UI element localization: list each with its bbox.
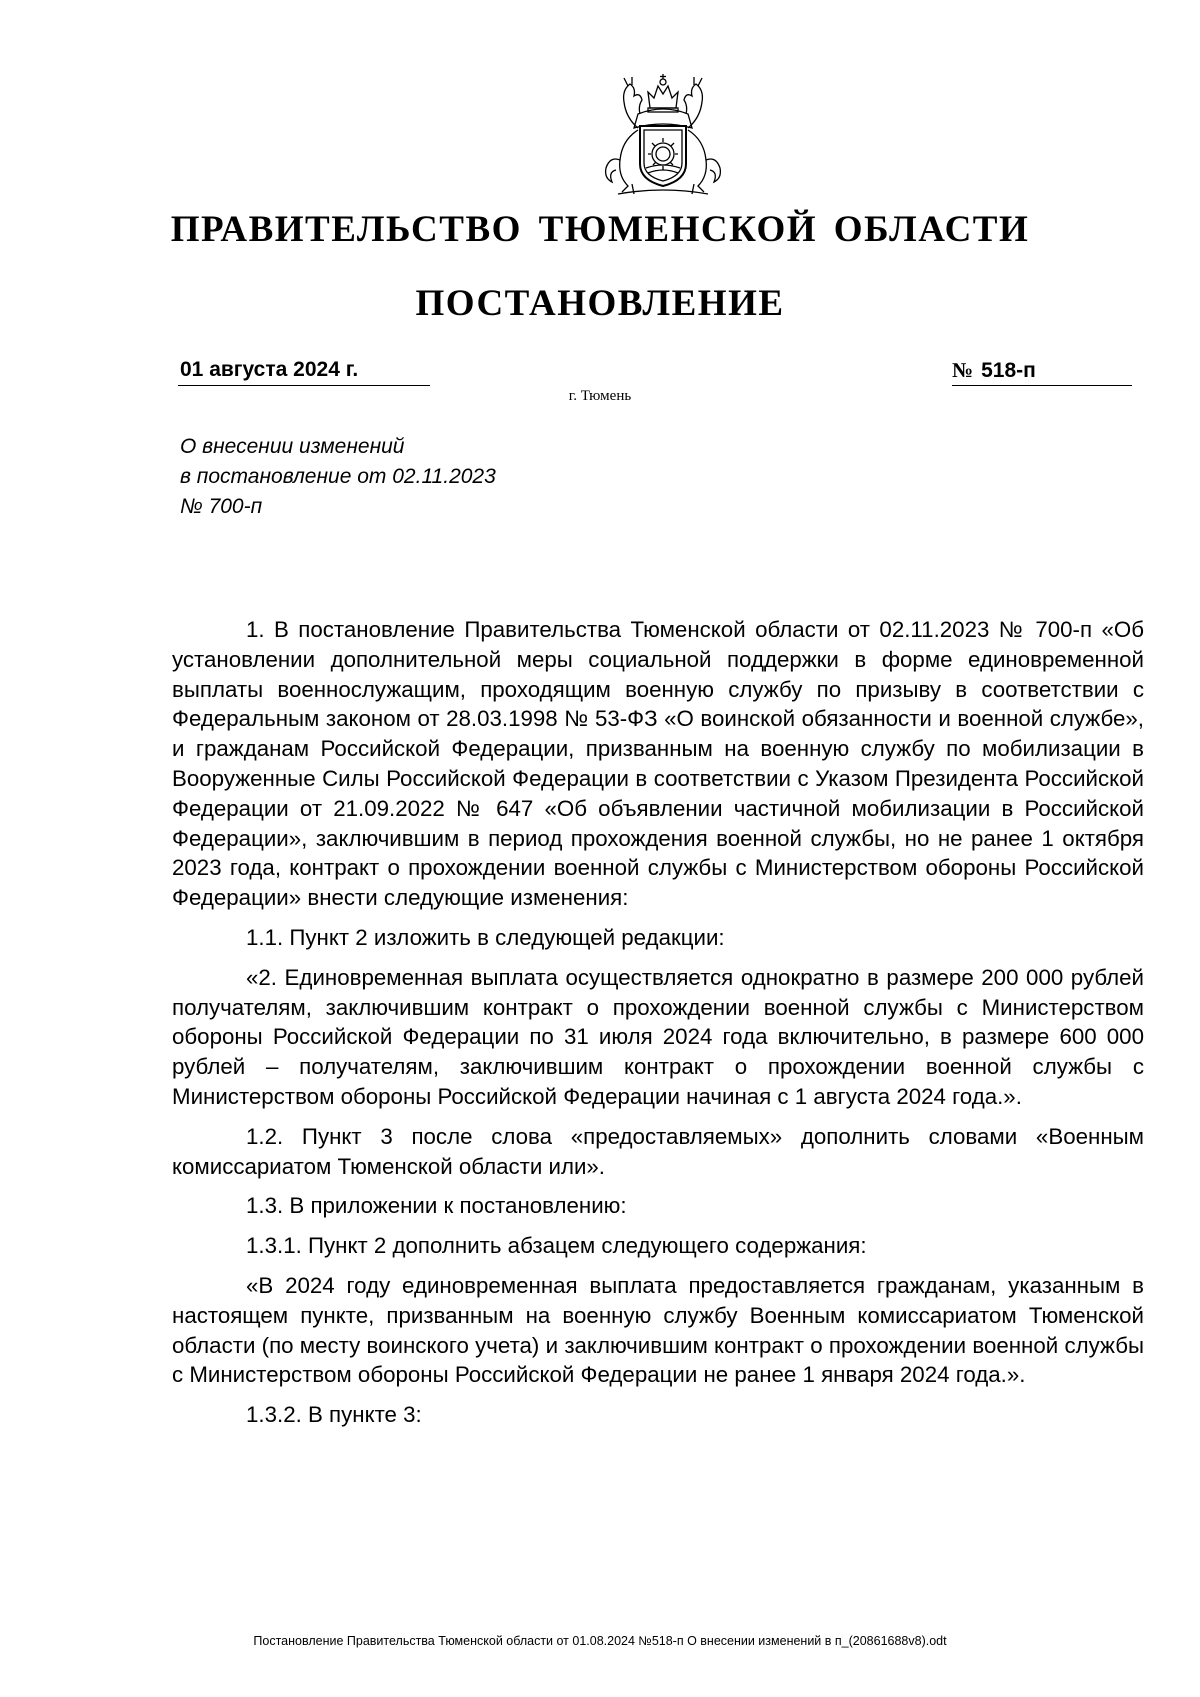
subject-line: № 700-п xyxy=(180,495,263,518)
document-date: 01 августа 2024 г. xyxy=(178,357,430,386)
body-paragraph: 1.1. Пункт 2 изложить в следующей редакции: xyxy=(246,924,725,950)
document-number: 518-п xyxy=(981,359,1036,382)
body-paragraph: 1.3. В приложении к постановлению: xyxy=(246,1193,627,1219)
subject-line: в постановление от 02.11.2023 xyxy=(180,465,496,488)
document-footer: Постановление Правительства Тюменской области от 01.08.2024 №518-п О внесении изменений в п_(20861688v8).odt xyxy=(253,1634,947,1648)
subject-line: О внесении изменений xyxy=(180,435,405,458)
organization-title: ПРАВИТЕЛЬСТВО ТЮМЕНСКОЙ ОБЛАСТИ xyxy=(170,209,1030,250)
body-paragraph: 1. В постановление Правительства Тюменской области от 02.11.2023 № 700-п «Об установлении дополнительной меры социальной поддержки в форме единовременной выплаты военнослужащим, проходящим военную службу по призыву в соответствии с Федеральным законом от 28.03.1998 № 53-ФЗ «О воинской обязанности и военной службе», и гражданам Российской Федерации, призванным на военную службу по мобилизации в Вооруженные Силы Российской Федерации в соответствии с Указом Президента Российской Федерации от 21.09.2022 № 647 «Об объявлении частичной мобилизации в Российской Федерации», заключившим в период прохождения военной службы, но не ранее 1 октября 2023 года, контракт о прохождении военной службы с Министерством обороны Российской Федерации» внести следующие изменения: xyxy=(172,617,1144,911)
body-paragraph: «2. Единовременная выплата осуществляется однократно в размере 200 000 рублей получателям, заключившим контракт о прохождении военной службы с Министерством обороны Российской Федерации по 31 июля 2024 года включительно, в размере 600 000 рублей – получателям, заключившим контракт о прохождении военной службы с Министерством обороны Российской Федерации начиная с 1 августа 2024 года.». xyxy=(172,964,1144,1109)
document-body xyxy=(172,615,1144,1440)
document-city: г. Тюмень xyxy=(568,388,632,404)
number-sign: № xyxy=(952,358,974,382)
body-paragraph: «В 2024 году единовременная выплата предоставляется гражданам, указанным в настоящем пункте, призванным на военную службу Военным комиссариатом Тюменской области (по месту воинского учета) и заключившим контракт о прохождении военной службы с Министерством обороны Российской Федерации не ранее 1 января 2024 года.». xyxy=(172,1272,1144,1388)
body-paragraph: 1.2. Пункт 3 после слова «предоставляемых» дополнить словами «Военным комиссариатом Тюменской области или». xyxy=(172,1123,1144,1179)
body-paragraph: 1.3.1. Пункт 2 дополнить абзацем следующего содержания: xyxy=(246,1233,867,1259)
tyumen-region-coat-of-arms-icon xyxy=(588,68,738,200)
document-subject xyxy=(180,432,740,522)
body-paragraph: 1.3.2. В пункте 3: xyxy=(246,1402,422,1428)
document-number-field xyxy=(952,357,1132,386)
document-type-heading: ПОСТАНОВЛЕНИЕ xyxy=(415,283,785,324)
